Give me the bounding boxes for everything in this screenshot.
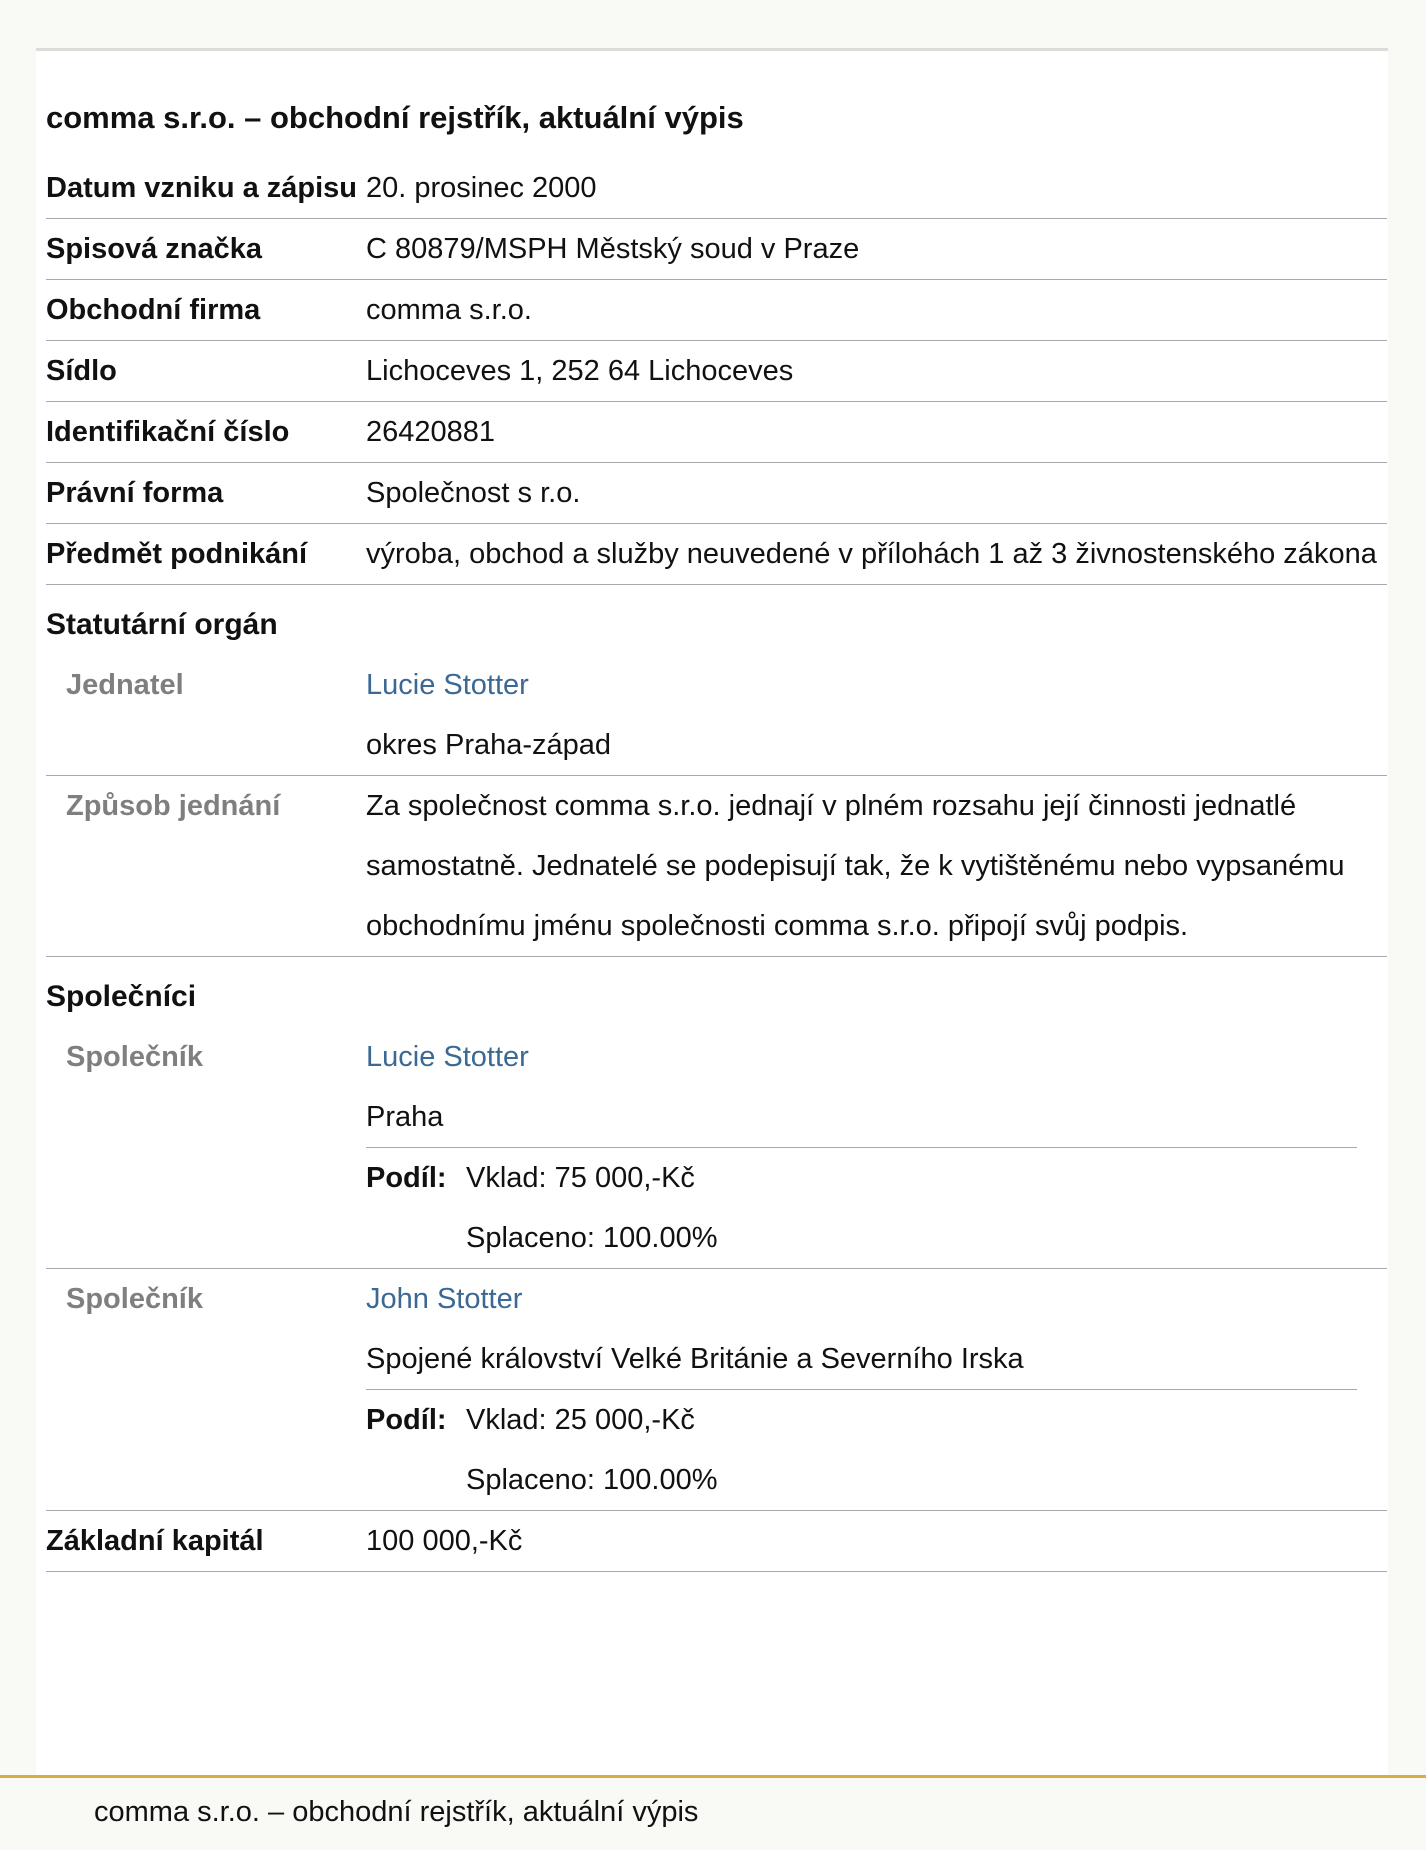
label-firma: Obchodní firma xyxy=(46,280,366,341)
label-ico: Identifikační číslo xyxy=(46,402,366,463)
value-predmet: výroba, obchod a služby neuvedené v přílohách 1 až 3 živnostenského zákona xyxy=(366,524,1387,585)
label-spolecnik: Společník xyxy=(46,1027,366,1269)
label-jednatel: Jednatel xyxy=(46,655,366,776)
row-spolecnik xyxy=(46,1027,1387,1269)
page-title: comma s.r.o. – obchodní rejstřík, aktuální výpis xyxy=(46,100,744,135)
label-spis: Spisová značka xyxy=(46,219,366,280)
spolecnik-name-link[interactable]: Lucie Stotter xyxy=(366,1041,529,1073)
value-sidlo: Lichoceves 1, 252 64 Lichoceves xyxy=(366,341,1387,402)
label-zpusob: Způsob jednání xyxy=(46,776,366,957)
share-values xyxy=(466,1148,718,1268)
label-datum: Datum vzniku a zápisu xyxy=(46,158,366,219)
row-sidlo xyxy=(46,341,1387,402)
spolecnik-place: Spojené království Velké Británie a Severního Irska xyxy=(366,1343,1024,1375)
section-spolecnici xyxy=(46,957,1387,1028)
spolecnik-place: Praha xyxy=(366,1101,444,1133)
jednatel-place: okres Praha-západ xyxy=(366,729,612,761)
value-ico: 26420881 xyxy=(366,402,1387,463)
label-predmet: Předmět podnikání xyxy=(46,524,366,585)
share-vklad: Vklad: 25 000,-Kč xyxy=(466,1404,695,1436)
row-spolecnik xyxy=(46,1269,1387,1511)
value-datum: 20. prosinec 2000 xyxy=(366,158,1387,219)
row-firma xyxy=(46,280,1387,341)
share-block xyxy=(366,1147,1357,1268)
row-predmet xyxy=(46,524,1387,585)
value-zpusob: Za společnost comma s.r.o. jednají v plném rozsahu její činnosti jednatlé samostatně. Jednatelé se podepisují tak, že k vytištěnému nebo vypsanému obchodnímu jménu společnosti comma s.r.o. připojí svůj podpis. xyxy=(366,776,1387,957)
share-splaceno: Splaceno: 100.00% xyxy=(466,1222,718,1254)
value-firma: comma s.r.o. xyxy=(366,280,1387,341)
value-jednatel xyxy=(366,655,1387,776)
value-spolecnik xyxy=(366,1027,1387,1269)
value-spolecnik xyxy=(366,1269,1387,1511)
share-label: Podíl: xyxy=(366,1404,447,1436)
share-values xyxy=(466,1390,718,1510)
jednatel-name-link[interactable]: Lucie Stotter xyxy=(366,669,529,701)
footer-divider xyxy=(0,1775,1426,1778)
section-heading-spolecnici: Společníci xyxy=(46,980,197,1013)
row-jednatel xyxy=(46,655,1387,776)
share-splaceno: Splaceno: 100.00% xyxy=(466,1464,718,1496)
share-vklad: Vklad: 75 000,-Kč xyxy=(466,1162,695,1194)
value-spis: C 80879/MSPH Městský soud v Praze xyxy=(366,219,1387,280)
label-spolecnik: Společník xyxy=(46,1269,366,1511)
row-datum xyxy=(46,158,1387,219)
section-heading-statutar: Statutární orgán xyxy=(46,608,278,641)
register-table xyxy=(46,158,1387,1572)
row-ico xyxy=(46,402,1387,463)
label-kapital: Základní kapitál xyxy=(46,1511,366,1572)
row-forma xyxy=(46,463,1387,524)
share-block xyxy=(366,1389,1357,1510)
value-kapital: 100 000,-Kč xyxy=(366,1511,1387,1572)
row-zpusob xyxy=(46,776,1387,957)
footer-text: comma s.r.o. – obchodní rejstřík, aktuální výpis xyxy=(94,1796,699,1828)
row-spis xyxy=(46,219,1387,280)
section-statutar xyxy=(46,585,1387,656)
share-label: Podíl: xyxy=(366,1162,447,1194)
value-forma: Společnost s r.o. xyxy=(366,463,1387,524)
row-kapital xyxy=(46,1511,1387,1572)
spolecnik-name-link[interactable]: John Stotter xyxy=(366,1283,523,1315)
label-forma: Právní forma xyxy=(46,463,366,524)
label-sidlo: Sídlo xyxy=(46,341,366,402)
